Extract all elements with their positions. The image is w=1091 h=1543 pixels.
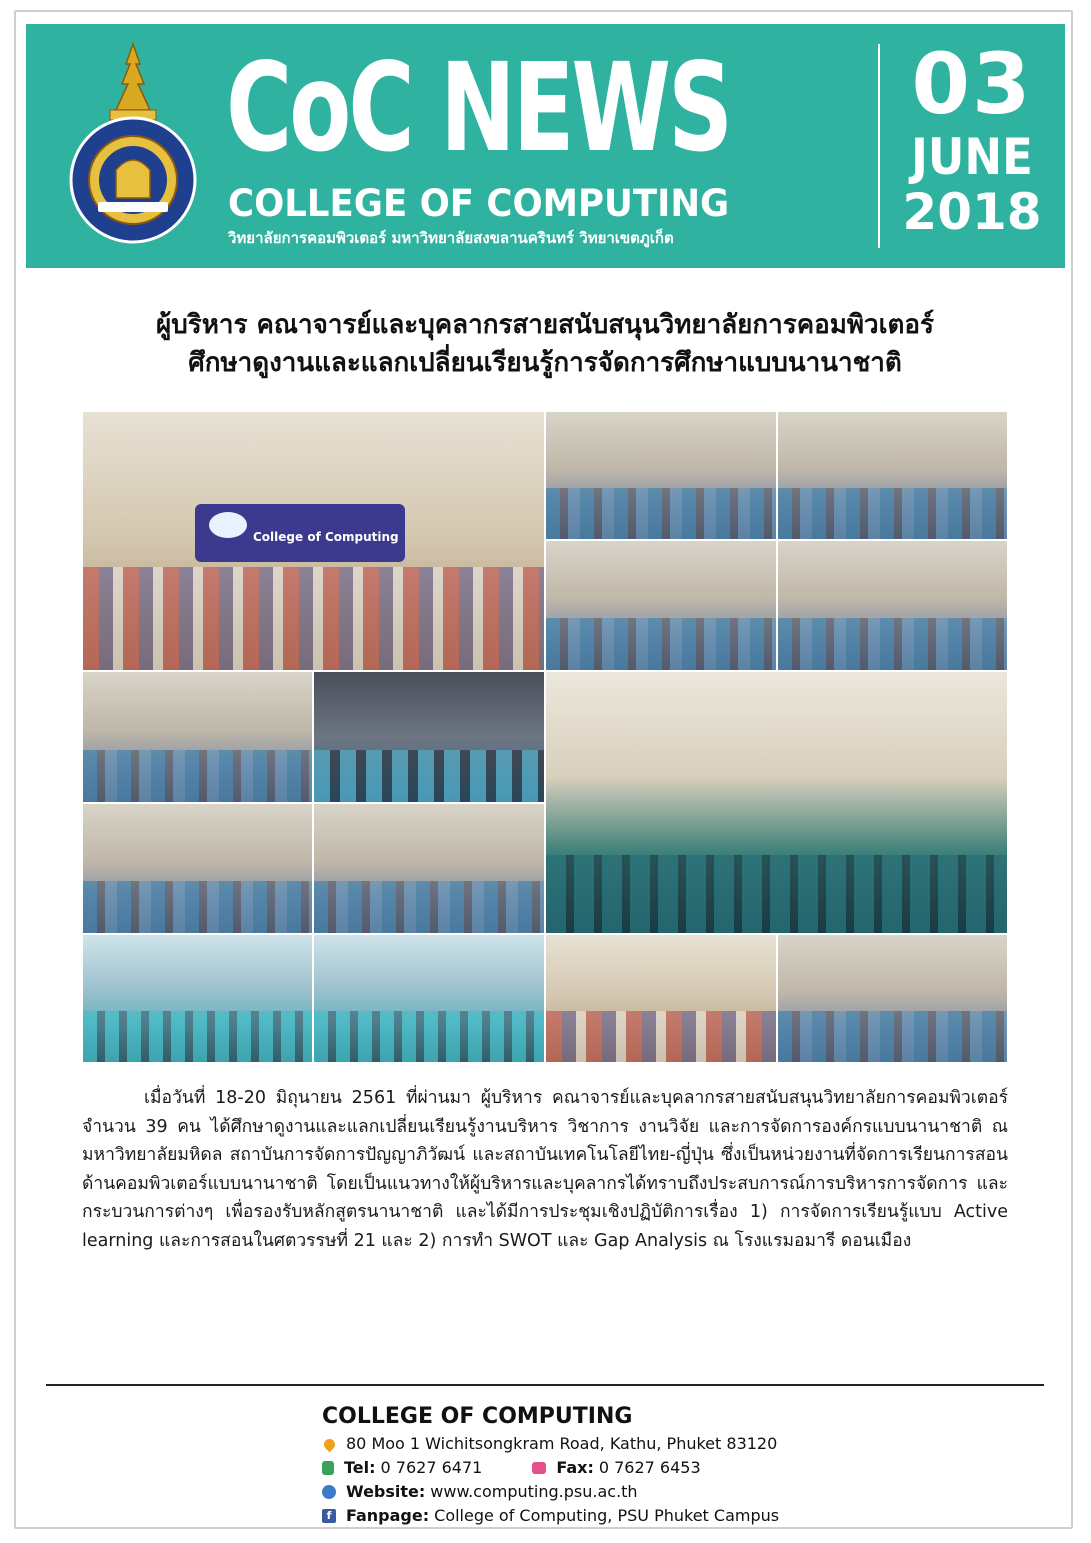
article-paragraph: เมื่อวันที่ 18-20 มิถุนายน 2561 ที่ผ่านมา ผู้บริหาร คณาจารย์และบุคลากรสายสนับสนุนวิทยาลัยการคอมพิวเตอร์จำนวน 39 คน ได้ศึกษาดูงานและแลกเปลี่ยนเรียนรู้งานบริหาร วิชาการ งานวิจัย และการจัดการองค์กรแบบนานาชาติ ณ มหาวิทยาลัยมหิดล สถาบันการจัดการปัญญาภิวัฒน์ และสถาบันเทคโนโลยีไทย-ญี่ปุ่น ซึ่งเป็นหน่วยงานที่จัดการเรียนการสอนด้านคอมพิวเตอร์แบบนานาชาติ โดยเป็นแนวทางให้ผู้บริหารและบุคลากรได้ทราบถึงประสบการณ์การบริหารการจัดการ และกระบวนการต่างๆ เพื่อรองรับหลักสูตรนานาชาติ และได้มีการประชุมเชิงปฏิบัติการเรื่อง 1) การจัดการเรียนรู้แบบ Active learning และการสอนในศตวรรษที่ 21 และ 2) การทำ SWOT และ Gap Analysis ณ โรงแรมอมารี ดอนเมือง	[82, 1088, 1008, 1251]
photo-aircraft-cabin-1	[83, 935, 312, 1062]
photo-classroom-session	[83, 804, 312, 933]
tel-number: 0 7627 6471	[380, 1458, 483, 1477]
photo-group-banner	[83, 412, 544, 670]
fanpage-link[interactable]: College of Computing, PSU Phuket Campus	[434, 1506, 780, 1525]
headline-line-1: ผู้บริหาร คณาจารย์และบุคลากรสายสนับสนุนวิทยาลัยการคอมพิวเตอร์	[156, 310, 934, 340]
footer-divider	[46, 1384, 1044, 1386]
fax-number: 0 7627 6453	[598, 1458, 701, 1477]
issue-year: 2018	[902, 183, 1042, 241]
photo-discussion	[314, 804, 544, 933]
facebook-icon: f	[322, 1509, 336, 1523]
tel-label: Tel:	[344, 1458, 376, 1477]
article-body	[82, 1084, 1008, 1255]
issue-date	[892, 35, 1052, 241]
masthead-banner	[26, 24, 1065, 268]
footer-title: COLLEGE OF COMPUTING	[322, 1404, 633, 1429]
photo-seminar-hall	[778, 412, 1007, 539]
footer-address: 80 Moo 1 Wichitsongkram Road, Kathu, Phuket 83120	[346, 1434, 778, 1453]
photo-workshop-flipchart	[546, 935, 776, 1062]
university-seal-logo	[58, 40, 208, 250]
college-name: COLLEGE OF COMPUTING	[228, 182, 730, 225]
issue-day: 03	[911, 35, 1033, 133]
footer-address-line	[322, 1432, 922, 1456]
photo-conference-room	[546, 672, 1007, 933]
phone-icon	[322, 1461, 334, 1475]
photo-lab-visit	[83, 672, 312, 802]
photo-lecture-presenter	[546, 412, 776, 539]
photo-meeting-room	[778, 935, 1007, 1062]
fax-icon	[532, 1462, 546, 1474]
fax-label: Fax:	[556, 1458, 594, 1477]
headline-line-2: ศึกษาดูงานและแลกเปลี่ยนเรียนรู้การจัดการศึกษาแบบนานาชาติ	[188, 348, 902, 378]
article-headline	[60, 306, 1030, 382]
issue-month: JUNE	[911, 128, 1033, 186]
contact-footer	[322, 1402, 922, 1528]
location-pin-icon	[322, 1436, 338, 1452]
fanpage-label: Fanpage:	[346, 1506, 430, 1525]
footer-phone-line	[322, 1456, 922, 1480]
website-link[interactable]: www.computing.psu.ac.th	[430, 1482, 638, 1501]
group-banner-cloth	[195, 504, 405, 562]
photo-standing-group	[778, 541, 1007, 670]
website-label: Website:	[346, 1482, 426, 1501]
header-divider	[878, 44, 880, 248]
footer-website-line	[322, 1480, 922, 1504]
college-name-thai: วิทยาลัยการคอมพิวเตอร์ มหาวิทยาลัยสงขลานครินทร์ วิทยาเขตภูเก็ต	[228, 229, 674, 247]
footer-fanpage-line	[322, 1504, 922, 1528]
coc-logo-mark	[209, 512, 247, 538]
newsletter-title: CoC NEWS	[226, 37, 731, 179]
photo-workshop-tables	[546, 541, 776, 670]
photo-corridor-meeting	[314, 672, 544, 802]
banner-cloth-text: College of Computing	[253, 530, 399, 544]
brand-block	[226, 37, 866, 252]
photo-aircraft-cabin-2	[314, 935, 544, 1062]
website-icon	[322, 1485, 336, 1499]
